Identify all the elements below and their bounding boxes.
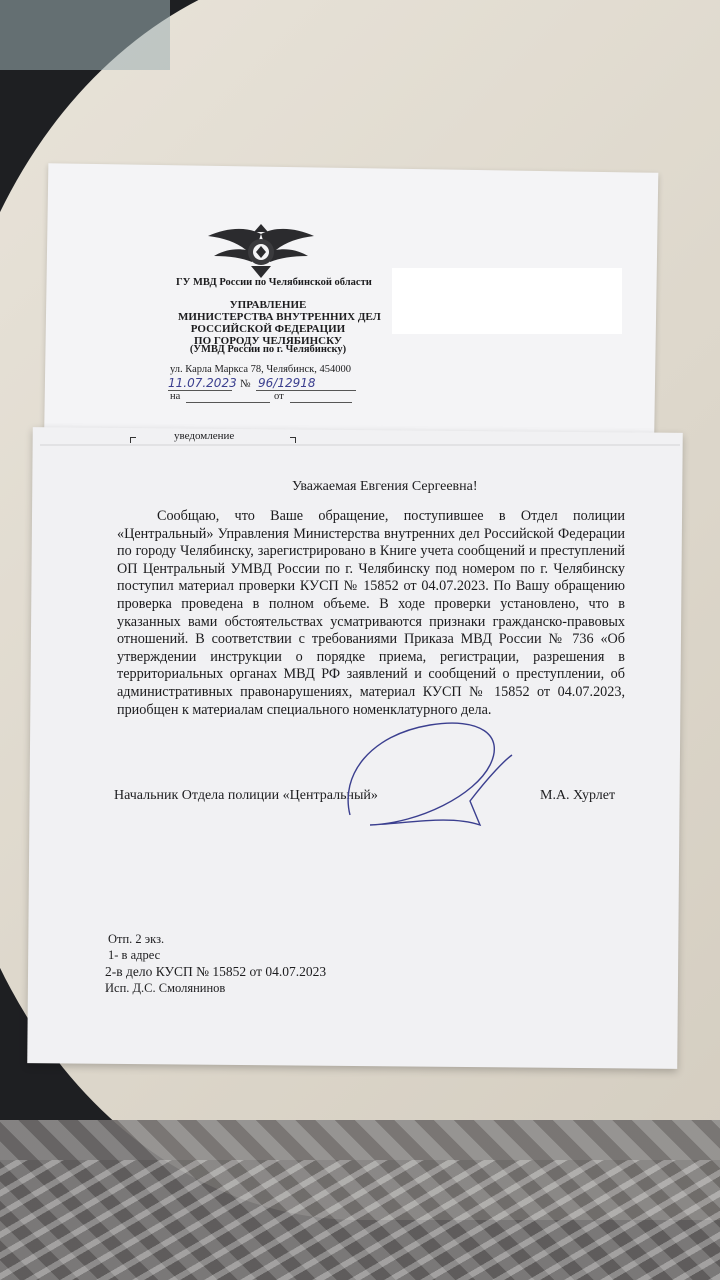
footer-copy2: 2-в дело КУСП № 15852 от 04.07.2023 xyxy=(105,964,327,979)
handwritten-date: 11.07.2023 xyxy=(168,376,237,390)
dept-line-5: (УМВД России по г. Челябинску) xyxy=(189,344,347,355)
from-label: от xyxy=(274,391,284,402)
dept-line-4: ПО ГОРОДУ ЧЕЛЯБИНСКУ xyxy=(194,335,342,347)
corner-mark-left xyxy=(130,437,136,443)
fabric-pattern xyxy=(0,1160,720,1280)
paper-fold xyxy=(40,444,680,446)
address-line: ул. Карла Маркса 78, Челябинск, 454000 xyxy=(170,364,351,375)
from-underline xyxy=(290,402,352,403)
footer-executor: Исп. Д.С. Смолянинов xyxy=(105,981,226,995)
number-underline xyxy=(256,390,356,391)
letter-body xyxy=(117,508,625,719)
handwritten-number: 96/12918 xyxy=(258,376,316,390)
dept-line-3: РОССИЙСКОЙ ФЕДЕРАЦИИ xyxy=(190,323,346,335)
footer-copy1: 1- в адрес xyxy=(108,948,161,962)
double-headed-eagle-emblem-icon xyxy=(206,222,316,280)
dept-line-2: МИНИСТЕРСТВА ВНУТРЕННИХ ДЕЛ xyxy=(178,311,381,323)
corner-mark-right xyxy=(290,437,296,443)
handwritten-signature xyxy=(340,705,520,835)
redacted-recipient-block xyxy=(392,268,622,334)
on-underline xyxy=(186,402,270,403)
doc-type-label: уведомление xyxy=(174,430,235,442)
footer-copies: Отп. 2 экз. xyxy=(108,932,165,946)
on-label: на xyxy=(170,391,181,402)
letter-body-text: Сообщаю, что Ваше обращение, поступившее в Отдел полиции «Центральный» Управления Министерства внутренних дел Российской Федерации по городу Челябинску, зарегистрировано в Книге учета сообщений и преступлений ОП Центральный УМВД России по г. Челябинску под номером по г. Челябинску поступил материал проверки КУСП № 15852 от 04.07.2023. По Вашу обращению проверка проведена в полном объеме. В ходе проверки установлено, что в указанных вами обстоятельствах усматриваются признаки гражданско-правовых отношений. В соответствии с требованиями Приказа МВД России № 736 «Об утверждении инструкции о порядке приема, регистрации, разрешения в территориальных органах МВД РФ заявлений и сообщений о преступлении, об административных правонарушениях, материал КУСП № 15852 от 04.07.2023, приобщен к материалам специального номенклатурного дела. xyxy=(117,508,625,718)
signatory-name: М.А. Хурлет xyxy=(540,788,616,803)
number-label: № xyxy=(240,378,251,390)
org-top-line: ГУ МВД России по Челябинской области xyxy=(176,277,372,288)
signatory-position: Начальник Отдела полиции «Центральный» xyxy=(114,788,378,803)
dept-line-1: УПРАВЛЕНИЕ xyxy=(229,299,307,311)
greeting: Уважаемая Евгения Сергеевна! xyxy=(292,479,478,494)
shelf-corner xyxy=(0,0,170,70)
